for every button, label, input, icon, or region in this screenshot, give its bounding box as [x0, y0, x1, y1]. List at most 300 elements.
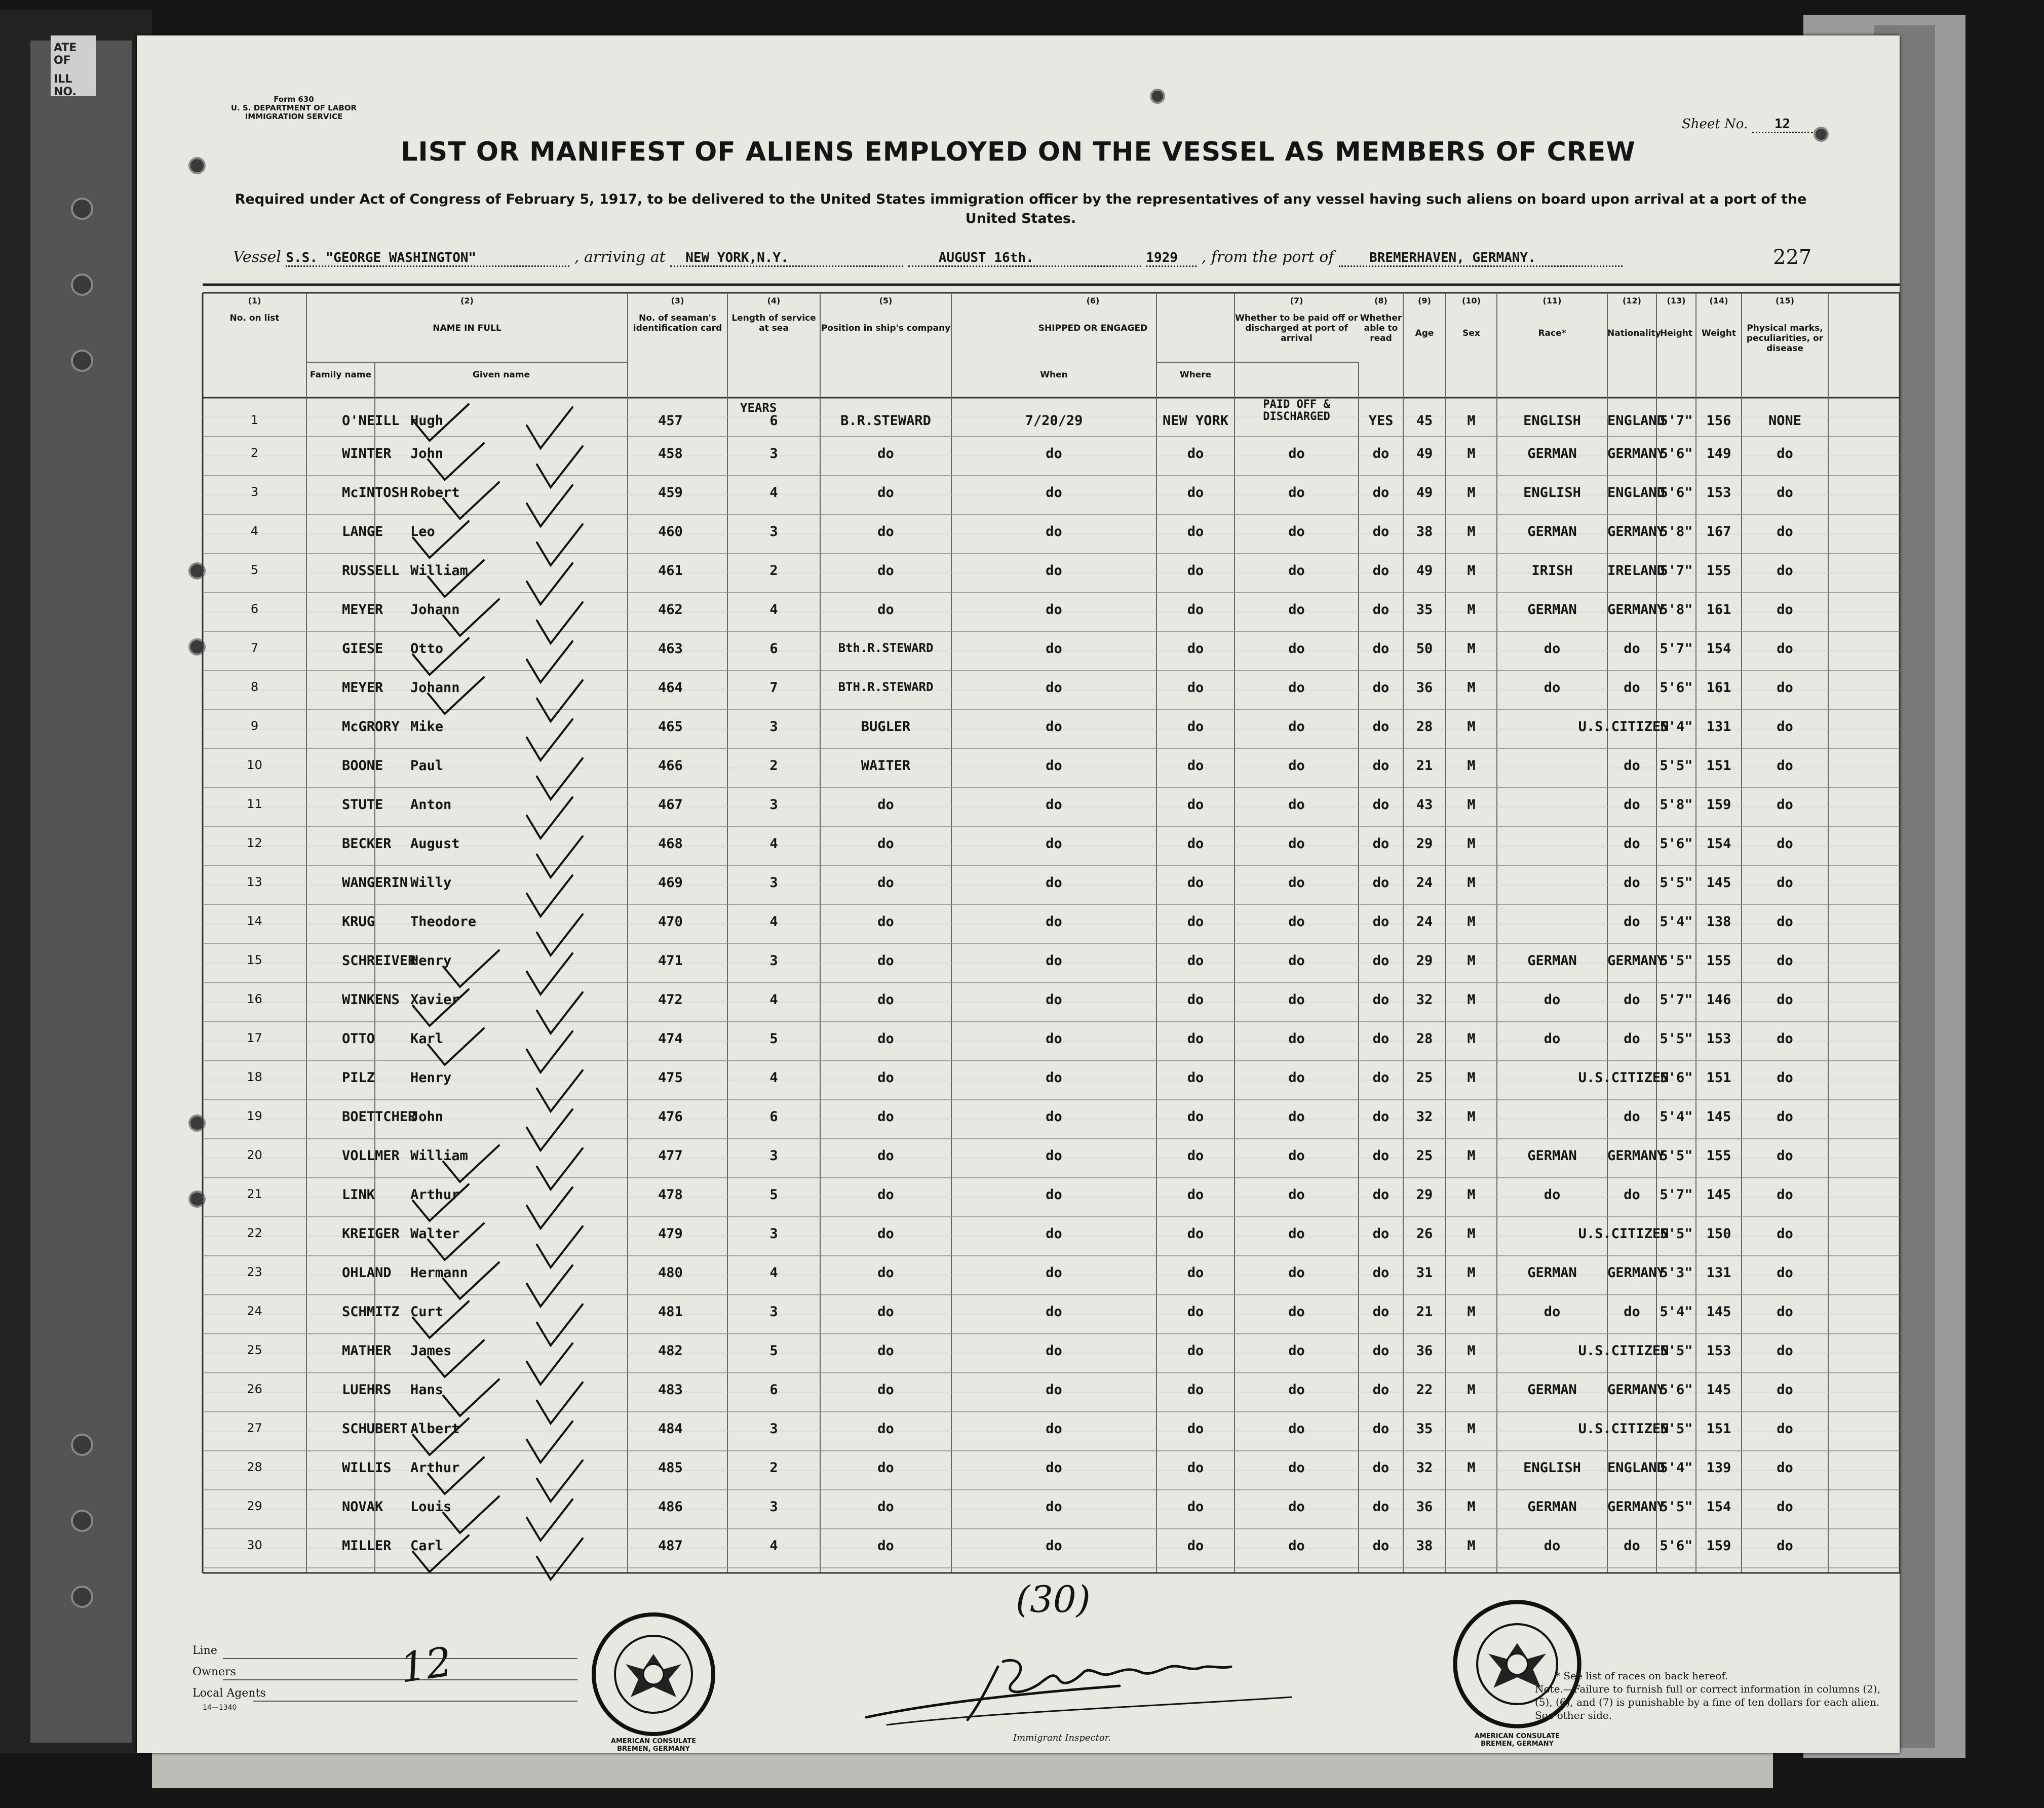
cell-no: 26 [247, 1382, 262, 1396]
column-number: (12) [1623, 296, 1641, 305]
cell-card: 460 [658, 524, 683, 540]
cell-family: PILZ [342, 1070, 375, 1086]
cell-paid: do [1288, 1070, 1305, 1086]
cell-sex: M [1467, 563, 1476, 579]
cell-height: 5'6" [1660, 1382, 1693, 1398]
cell-marks: do [1777, 1265, 1793, 1281]
cell-marks: do [1777, 563, 1793, 579]
cell-when: do [1046, 1460, 1062, 1476]
cell-paid: do [1288, 1187, 1305, 1203]
cell-card: 487 [658, 1538, 683, 1554]
cell-years: 6 [769, 641, 778, 657]
cell-nationality: do [1624, 797, 1640, 813]
cell-no: 15 [247, 953, 262, 967]
cell-weight: 151 [1706, 758, 1731, 774]
cell-family: MEYER [342, 680, 383, 696]
cell-age: 49 [1416, 563, 1433, 579]
cell-years: 3 [769, 1421, 778, 1437]
cell-age: 22 [1416, 1382, 1433, 1398]
arrival-year: 1929 [1146, 250, 1197, 267]
cell-position: do [877, 485, 894, 501]
cell-no: 8 [250, 680, 259, 694]
cell-marks: do [1777, 1343, 1793, 1359]
previous-page-strip [30, 41, 132, 1743]
cell-family: STUTE [342, 797, 383, 813]
cell-given: James [410, 1343, 452, 1359]
header-when: When [1040, 370, 1068, 380]
cell-when: do [1046, 1187, 1062, 1203]
cell-years: 5 [769, 1343, 778, 1359]
cell-read: do [1372, 758, 1390, 774]
cell-where: do [1187, 992, 1204, 1008]
cell-paid: do [1288, 485, 1305, 501]
cell-position: do [877, 1382, 894, 1398]
cell-when: do [1046, 914, 1062, 930]
binder-hole-icon [71, 274, 93, 296]
cell-nationality: do [1624, 641, 1640, 657]
cell-card: 482 [658, 1343, 683, 1359]
cell-height: 5'8" [1660, 602, 1693, 618]
cell-age: 49 [1416, 485, 1433, 501]
total-count-note: (30) [1016, 1578, 1091, 1621]
cell-race: GERMAN [1527, 524, 1577, 540]
cell-nationality: U.S.CITIZEN [1578, 1421, 1669, 1437]
cell-paid: do [1288, 875, 1305, 891]
cell-position: do [877, 1499, 894, 1515]
cell-given: John [410, 446, 444, 461]
cell-marks: do [1777, 1148, 1793, 1164]
cell-height: 5'5" [1660, 1343, 1693, 1359]
cell-age: 25 [1416, 1070, 1433, 1086]
cell-sex: M [1467, 641, 1476, 657]
department-name: U. S. DEPARTMENT OF LABOR [230, 103, 357, 112]
cell-card: 462 [658, 602, 683, 618]
cell-family: KREIGER [342, 1226, 400, 1242]
cell-paid: do [1288, 953, 1305, 969]
cell-years: 6 [769, 1109, 778, 1125]
cell-race: do [1544, 680, 1561, 696]
cell-height: 5'7" [1660, 992, 1693, 1008]
cell-weight: 131 [1706, 1265, 1731, 1281]
cell-no: 11 [247, 797, 262, 811]
cell-when: do [1046, 680, 1062, 696]
cell-height: 5'4" [1660, 719, 1693, 735]
cell-paid: do [1288, 992, 1305, 1008]
cell-weight: 153 [1706, 1031, 1731, 1047]
page-title: LIST OR MANIFEST OF ALIENS EMPLOYED ON THE VESSEL AS MEMBERS OF CREW [401, 137, 1636, 167]
cell-card: 457 [658, 413, 683, 429]
cell-position: do [877, 992, 894, 1008]
cell-given: Karl [410, 1031, 444, 1047]
cell-where: do [1187, 758, 1204, 774]
cell-nationality: do [1624, 1187, 1640, 1203]
sheet-number: 12 [1752, 117, 1813, 133]
cell-age: 26 [1416, 1226, 1433, 1242]
cell-family: LANGE [342, 524, 383, 540]
cell-card: 486 [658, 1499, 683, 1515]
cell-no: 16 [247, 992, 262, 1006]
cell-no: 20 [247, 1148, 262, 1162]
cell-paid: do [1288, 914, 1305, 930]
cell-where: do [1187, 914, 1204, 930]
cell-read: do [1372, 1265, 1390, 1281]
cell-given: Henry [410, 953, 452, 969]
column-number: (5) [879, 296, 893, 305]
cell-marks: do [1777, 836, 1793, 852]
cell-when: do [1046, 992, 1062, 1008]
cell-nationality: U.S.CITIZEN [1578, 1070, 1669, 1086]
cell-when: do [1046, 758, 1062, 774]
cell-marks: do [1777, 524, 1793, 540]
cell-age: 36 [1416, 1499, 1433, 1515]
cell-position: do [877, 1226, 894, 1242]
cell-no: 3 [250, 485, 259, 499]
seal-right-text: AMERICAN CONSULATE BREMEN, GERMANY [1474, 1733, 1560, 1748]
from-label: , from the port of [1201, 248, 1334, 266]
cell-position: do [877, 1304, 894, 1320]
cell-height: 5'7" [1660, 641, 1693, 657]
cell-height: 5'4" [1660, 914, 1693, 930]
cell-nationality: GERMANY [1607, 1265, 1665, 1281]
cell-height: 5'7" [1660, 413, 1693, 429]
cell-nationality: do [1624, 1538, 1640, 1554]
cell-paid: do [1288, 1109, 1305, 1125]
footnotes [1535, 1669, 1889, 1722]
cell-weight: 153 [1706, 485, 1731, 501]
cell-weight: 131 [1706, 719, 1731, 735]
cell-when: do [1046, 524, 1062, 540]
cell-nationality: ENGLAND [1607, 413, 1665, 429]
cell-where: do [1187, 1538, 1204, 1554]
cell-when: do [1046, 641, 1062, 657]
cell-when: do [1046, 563, 1062, 579]
cell-sex: M [1467, 758, 1476, 774]
cell-race: GERMAN [1527, 953, 1577, 969]
cell-paid: do [1288, 1538, 1305, 1554]
cell-age: 32 [1416, 992, 1433, 1008]
cell-family: WINKENS [342, 992, 400, 1008]
cell-height: 5'6" [1660, 836, 1693, 852]
cell-paid: do [1288, 1265, 1305, 1281]
column-number: (4) [767, 296, 781, 305]
cell-paid: do [1288, 1304, 1305, 1320]
cell-where: do [1187, 719, 1204, 735]
header-height: Height [1660, 328, 1692, 338]
cell-race: GERMAN [1527, 446, 1577, 461]
cell-nationality: do [1624, 1304, 1640, 1320]
header-sex: Sex [1462, 328, 1480, 338]
cell-sex: M [1467, 1265, 1476, 1281]
cell-family: McGRORY [342, 719, 400, 735]
cell-years: 4 [769, 914, 778, 930]
cell-height: 5'7" [1660, 1187, 1693, 1203]
cell-nationality: U.S.CITIZEN [1578, 1226, 1669, 1242]
cell-given: Albert [410, 1421, 460, 1437]
cell-where: do [1187, 680, 1204, 696]
handwritten-line-number: 12 [397, 1638, 455, 1692]
cell-marks: do [1777, 914, 1793, 930]
cell-weight: 155 [1706, 563, 1731, 579]
cell-card: 477 [658, 1148, 683, 1164]
cell-nationality: do [1624, 1031, 1640, 1047]
cell-family: SCHMITZ [342, 1304, 400, 1320]
cell-where: do [1187, 953, 1204, 969]
cell-sex: M [1467, 875, 1476, 891]
cell-family: OHLAND [342, 1265, 392, 1281]
cell-when: do [1046, 1070, 1062, 1086]
cell-read: do [1372, 1382, 1390, 1398]
cell-weight: 156 [1706, 413, 1731, 429]
cell-marks: do [1777, 992, 1793, 1008]
column-number: (6) [1086, 296, 1100, 305]
service-name: IMMIGRATION SERVICE [245, 112, 343, 121]
cell-family: VOLLMER [342, 1148, 400, 1164]
form-number: Form 630 [274, 95, 314, 104]
cell-where: do [1187, 1343, 1204, 1359]
cell-position: do [877, 602, 894, 618]
cell-height: 5'4" [1660, 1304, 1693, 1320]
cell-card: 464 [658, 680, 683, 696]
cell-read: do [1372, 1538, 1390, 1554]
cell-read: do [1372, 1499, 1390, 1515]
cell-height: 5'5" [1660, 953, 1693, 969]
cell-age: 32 [1416, 1109, 1433, 1125]
cell-height: 5'5" [1660, 1148, 1693, 1164]
cell-given: Paul [410, 758, 444, 774]
header-family-name: Family name [310, 370, 372, 380]
cell-position: do [877, 524, 894, 540]
cell-given: Theodore [410, 914, 477, 930]
cell-race: do [1544, 1538, 1561, 1554]
cell-read: YES [1368, 413, 1394, 429]
cell-sex: M [1467, 1421, 1476, 1437]
cell-no: 17 [247, 1031, 262, 1045]
cell-family: OTTO [342, 1031, 375, 1047]
cell-family: LUEHRS [342, 1382, 392, 1398]
cell-sex: M [1467, 413, 1476, 429]
cell-card: 476 [658, 1109, 683, 1125]
cell-nationality: U.S.CITIZEN [1578, 1343, 1669, 1359]
cell-no: 5 [250, 563, 259, 577]
cell-where: do [1187, 1148, 1204, 1164]
cell-sex: M [1467, 836, 1476, 852]
cell-age: 29 [1416, 1187, 1433, 1203]
cell-height: 5'6" [1660, 1538, 1693, 1554]
cell-years: 3 [769, 1148, 778, 1164]
header-age: Age [1415, 328, 1434, 338]
cell-paid: do [1288, 641, 1305, 657]
cell-when: do [1046, 1031, 1062, 1047]
cell-no: 28 [247, 1460, 262, 1474]
penalty-footnote: Note.—Failure to furnish full or correct information in columns (2), (5), (6), and (7) is punishable by a fine of ten dollars for each alien. See other side. [1535, 1683, 1881, 1721]
cell-sex: M [1467, 1109, 1476, 1125]
cell-read: do [1372, 836, 1390, 852]
cell-age: 36 [1416, 680, 1433, 696]
cell-marks: do [1777, 758, 1793, 774]
cell-nationality: GERMANY [1607, 1382, 1665, 1398]
header-where: Where [1179, 370, 1212, 380]
cell-given: Hugh [410, 413, 444, 429]
cell-read: do [1372, 1109, 1390, 1125]
cell-nationality: GERMANY [1607, 1148, 1665, 1164]
cell-card: 485 [658, 1460, 683, 1476]
header-nationality: Nationality [1607, 328, 1661, 338]
cell-given: Arthur [410, 1187, 460, 1203]
cell-where: do [1187, 875, 1204, 891]
arriving-label: , arriving at [574, 248, 666, 266]
header-race: Race* [1538, 328, 1566, 338]
cell-when: do [1046, 836, 1062, 852]
cell-when: do [1046, 485, 1062, 501]
cell-weight: 167 [1706, 524, 1731, 540]
cell-weight: 145 [1706, 1382, 1731, 1398]
cell-sex: M [1467, 992, 1476, 1008]
cell-family: O'NEILL [342, 413, 400, 429]
seal-left-text: AMERICAN CONSULATE BREMEN, GERMANY [610, 1738, 697, 1753]
cell-height: 5'8" [1660, 797, 1693, 813]
cell-when: do [1046, 1382, 1062, 1398]
cell-height: 5'6" [1660, 446, 1693, 461]
column-number: (13) [1667, 296, 1686, 305]
header-id-card: No. of seaman's identification card [633, 313, 722, 333]
cell-marks: do [1777, 485, 1793, 501]
cell-height: 5'4" [1660, 1109, 1693, 1125]
cell-card: 459 [658, 485, 683, 501]
cell-no: 7 [250, 641, 259, 655]
cell-years: 4 [769, 992, 778, 1008]
cell-when: do [1046, 1343, 1062, 1359]
cell-weight: 145 [1706, 1109, 1731, 1125]
cell-age: 38 [1416, 1538, 1433, 1554]
cell-no: 9 [250, 719, 259, 733]
cell-marks: do [1777, 1538, 1793, 1554]
cell-years: 2 [769, 758, 778, 774]
cell-paid: do [1288, 719, 1305, 735]
cell-when: do [1046, 446, 1062, 461]
years-unit-label: YEARS [740, 401, 777, 415]
page-stamp-number: 227 [1773, 246, 1812, 269]
cell-weight: 146 [1706, 992, 1731, 1008]
cell-years: 3 [769, 1499, 778, 1515]
cell-read: do [1372, 1226, 1390, 1242]
cell-height: 5'5" [1660, 1499, 1693, 1515]
cell-race: GERMAN [1527, 1265, 1577, 1281]
cell-card: 469 [658, 875, 683, 891]
cell-where: do [1187, 1382, 1204, 1398]
column-number: (2) [460, 296, 474, 305]
cell-card: 474 [658, 1031, 683, 1047]
cell-paid: do [1288, 1226, 1305, 1242]
cell-family: McINTOSH [342, 485, 408, 501]
cell-height: 5'5" [1660, 1421, 1693, 1437]
cell-family: GIESE [342, 641, 383, 657]
cell-read: do [1372, 992, 1390, 1008]
cell-marks: do [1777, 1070, 1793, 1086]
cell-no: 25 [247, 1343, 262, 1357]
cell-no: 27 [247, 1421, 262, 1435]
cell-years: 2 [769, 1460, 778, 1476]
cell-height: 5'5" [1660, 1226, 1693, 1242]
cell-no: 12 [247, 836, 262, 850]
cell-given: Henry [410, 1070, 452, 1086]
cell-marks: NONE [1768, 413, 1802, 429]
cell-paid: do [1288, 758, 1305, 774]
cell-position: do [877, 1421, 894, 1437]
cell-when: do [1046, 719, 1062, 735]
cell-no: 24 [247, 1304, 262, 1318]
cell-years: 7 [769, 680, 778, 696]
race-footnote: * See list of races on back hereof. [1555, 1670, 1728, 1682]
cell-sex: M [1467, 446, 1476, 461]
cell-family: MILLER [342, 1538, 392, 1554]
cell-height: 5'8" [1660, 524, 1693, 540]
cell-sex: M [1467, 914, 1476, 930]
cell-no: 22 [247, 1226, 262, 1240]
cell-weight: 155 [1706, 1148, 1731, 1164]
cell-sex: M [1467, 1031, 1476, 1047]
cell-nationality: do [1624, 1109, 1640, 1125]
header-shipped: SHIPPED OR ENGAGED [1038, 323, 1148, 333]
cell-position: do [877, 914, 894, 930]
cell-family: BOONE [342, 758, 383, 774]
cell-height: 5'6" [1660, 485, 1693, 501]
cell-when: do [1046, 953, 1062, 969]
local-agents-label: Local Agents [192, 1687, 266, 1700]
cell-paid: do [1288, 524, 1305, 540]
cell-position: do [877, 1265, 894, 1281]
cell-read: do [1372, 1304, 1390, 1320]
cell-sex: M [1467, 602, 1476, 618]
cell-read: do [1372, 641, 1390, 657]
cell-paid: do [1288, 1343, 1305, 1359]
edge-text-2: ILL NO. [54, 73, 76, 98]
cell-family: WINTER [342, 446, 392, 461]
cell-read: do [1372, 1187, 1390, 1203]
cell-marks: do [1777, 1421, 1793, 1437]
cell-no: 21 [247, 1187, 262, 1201]
cell-race: GERMAN [1527, 1382, 1577, 1398]
cell-when: do [1046, 1109, 1062, 1125]
cell-weight: 159 [1706, 797, 1731, 813]
cell-family: WILLIS [342, 1460, 392, 1476]
cell-position: do [877, 446, 894, 461]
cell-years: 3 [769, 1226, 778, 1242]
header-able-read: Whether able to read [1360, 313, 1402, 343]
cell-marks: do [1777, 641, 1793, 657]
cell-weight: 151 [1706, 1421, 1731, 1437]
cell-marks: do [1777, 1187, 1793, 1203]
cell-family: SCHREIVER [342, 953, 416, 969]
cell-given: Walter [410, 1226, 460, 1242]
cell-no: 19 [247, 1109, 262, 1123]
cell-race: IRISH [1531, 563, 1573, 579]
cell-no: 14 [247, 914, 262, 928]
cell-no: 1 [250, 413, 259, 427]
cell-card: 467 [658, 797, 683, 813]
cell-where: do [1187, 485, 1204, 501]
cell-race: do [1544, 1187, 1561, 1203]
cell-nationality: IRELAND [1607, 563, 1665, 579]
cell-weight: 145 [1706, 1304, 1731, 1320]
cell-race: do [1544, 1031, 1561, 1047]
cell-height: 5'7" [1660, 563, 1693, 579]
cell-given: Willy [410, 875, 452, 891]
cell-sex: M [1467, 1460, 1476, 1476]
cell-paid: do [1288, 446, 1305, 461]
cell-age: 28 [1416, 1031, 1433, 1047]
cell-weight: 154 [1706, 836, 1731, 852]
column-number: (7) [1290, 296, 1303, 305]
